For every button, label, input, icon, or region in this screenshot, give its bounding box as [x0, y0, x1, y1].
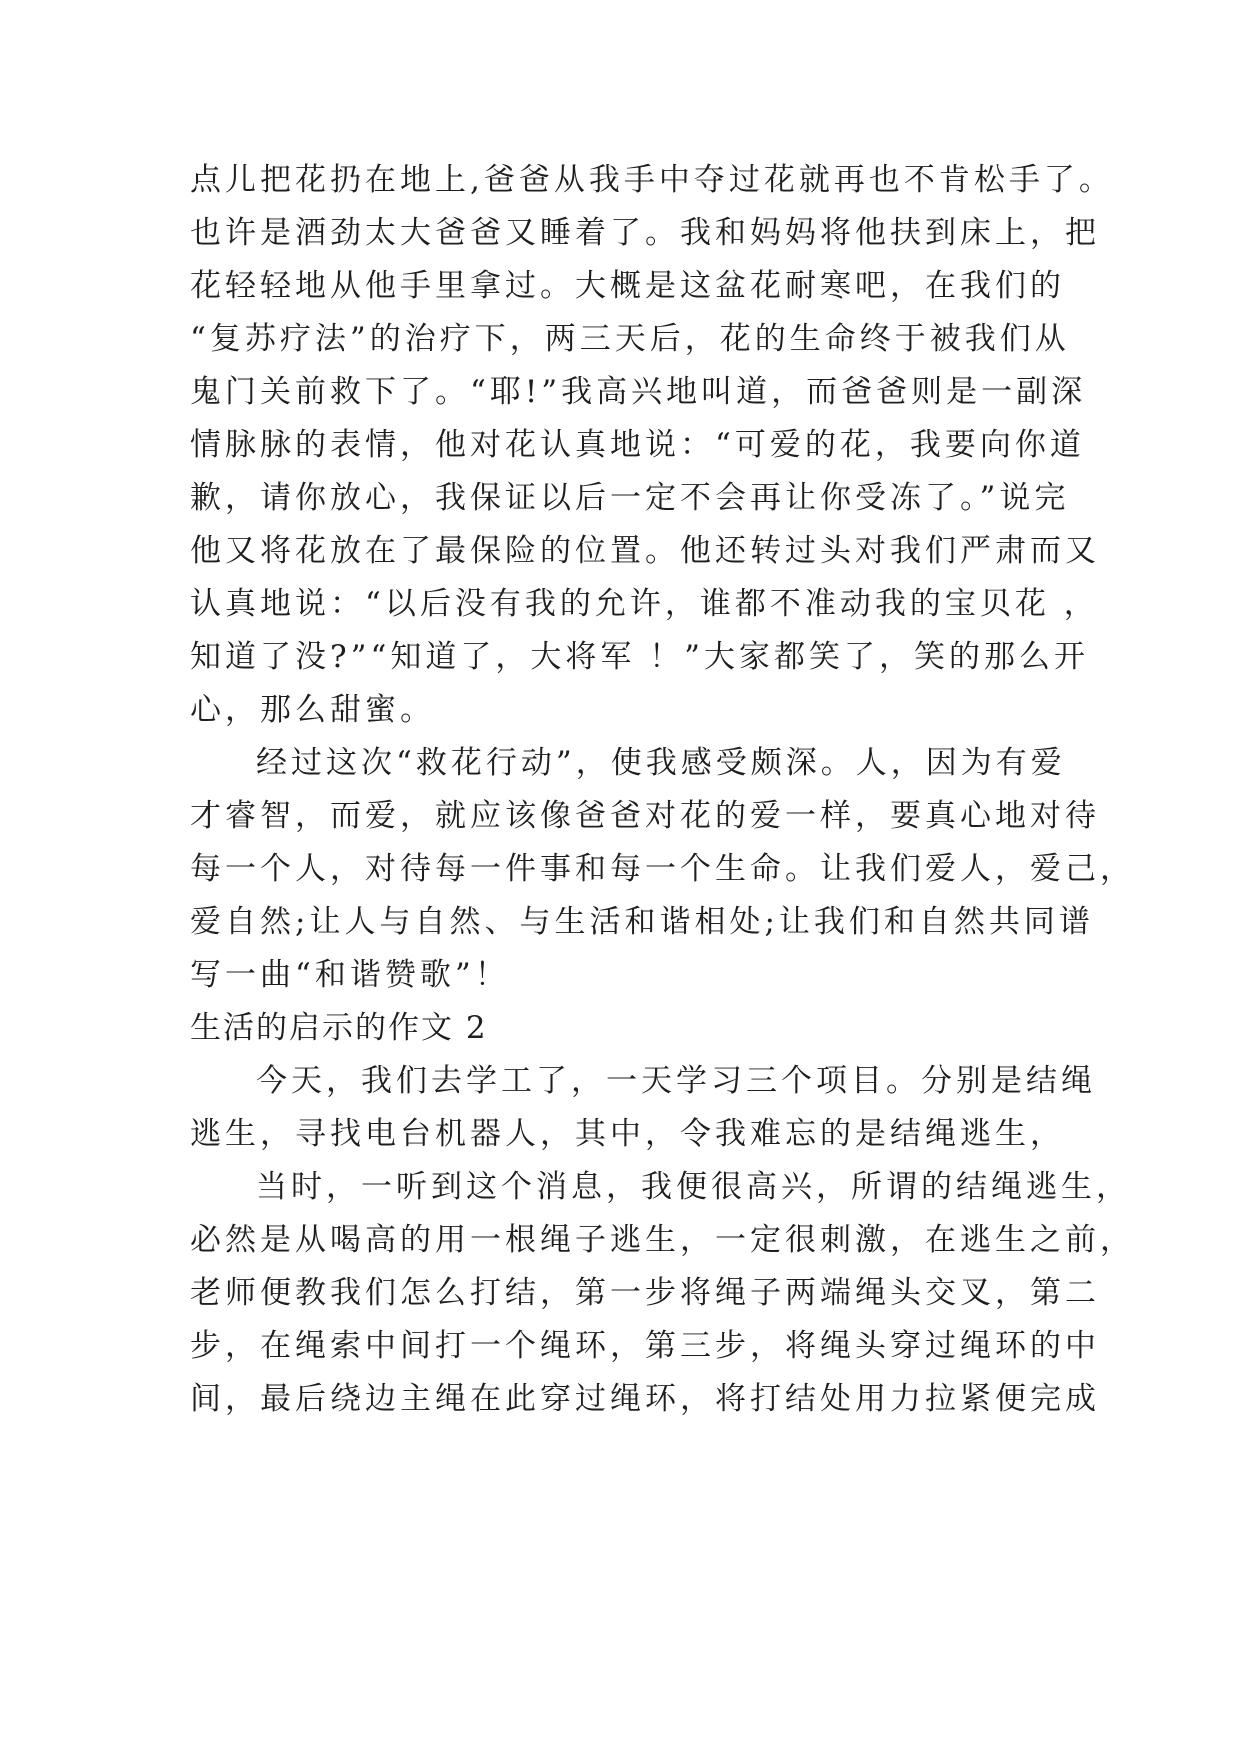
text-line: “复苏疗法”的治疗下，两三天后，花的生命终于被我们从	[190, 321, 1070, 357]
text-line: 也许是酒劲太大爸爸又睡着了。我和妈妈将他扶到床上，把	[190, 215, 1100, 251]
text-line: 情脉脉的表情，他对花认真地说：“可爱的花，我要向你道	[190, 427, 1085, 463]
text-line: 知道了没?”“知道了，大将军 ！”大家都笑了，笑的那么开	[190, 639, 1090, 675]
text-line: 爱自然;让人与自然、与生活和谐相处;让我们和自然共同谱	[190, 904, 1094, 940]
text-line: 他又将花放在了最保险的位置。他还转过头对我们严肃而又	[190, 533, 1100, 569]
text-line: 步，在绳索中间打一个绳环，第三步，将绳头穿过绳环的中	[190, 1328, 1100, 1364]
text-line: 间，最后绕边主绳在此穿过绳环，将打结处用力拉紧便完成	[190, 1381, 1100, 1417]
text-line: 每一个人，对待每一件事和每一个生命。让我们爱人，爱己，	[190, 851, 1135, 887]
text-line: 点儿把花扔在地上,爸爸从我手中夺过花就再也不肯松手了。	[190, 162, 1114, 198]
text-line: 写一曲“和谐赞歌”！	[190, 957, 510, 993]
paragraph-first-line: 今天，我们去学工了，一天学习三个项目。分别是结绳	[256, 1063, 1096, 1099]
paragraph-first-line: 当时，一听到这个消息，我便很高兴，所谓的结绳逃生，	[256, 1169, 1131, 1205]
text-line: 认真地说：“以后没有我的允许，谁都不准动我的宝贝花 ，	[190, 586, 1099, 622]
text-line: 心，那么甜蜜。	[190, 692, 435, 728]
text-line: 鬼门关前救下了。“耶!”我高兴地叫道，而爸爸则是一副深	[190, 374, 1087, 410]
text-line: 歉，请你放心，我保证以后一定不会再让你受冻了。”说完	[190, 480, 1070, 516]
section-heading: 生活的启示的作文 2	[190, 1010, 488, 1046]
text-line: 逃生，寻找电台机器人，其中，令我难忘的是结绳逃生，	[190, 1116, 1065, 1152]
paragraph-first-line: 经过这次“救花行动”，使我感受颇深。人，因为有爱	[256, 745, 1066, 781]
text-line: 花轻轻地从他手里拿过。大概是这盆花耐寒吧，在我们的	[190, 268, 1065, 304]
text-line: 老师便教我们怎么打结，第一步将绳子两端绳头交叉，第二	[190, 1275, 1100, 1311]
text-line: 必然是从喝高的用一根绳子逃生，一定很刺激，在逃生之前，	[190, 1222, 1135, 1258]
text-line: 才睿智，而爱，就应该像爸爸对花的爱一样，要真心地对待	[190, 798, 1100, 834]
